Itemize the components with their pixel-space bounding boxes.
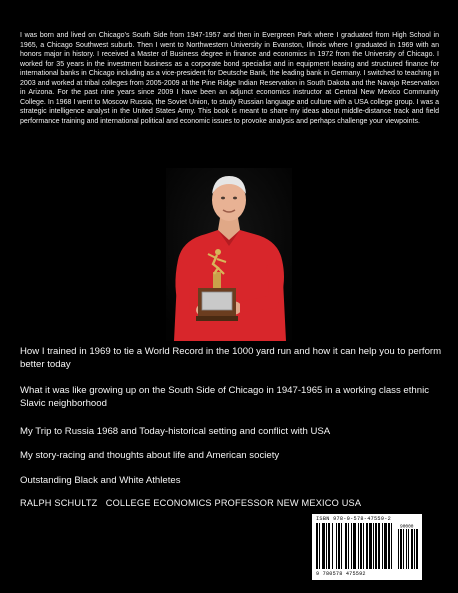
barcode-bar [366, 523, 368, 569]
barcode-bar [351, 523, 352, 569]
barcode-addon-bar [414, 529, 415, 569]
barcode-addon-bar [400, 529, 402, 569]
barcode-addon-bar [406, 529, 407, 569]
topic-3: My Trip to Russia 1968 and Today-historical setting and conflict with USA [20, 426, 331, 437]
barcode-bar [375, 523, 377, 569]
price-code: 90000 [400, 524, 414, 530]
barcode-addon-bar [408, 529, 409, 569]
barcode-bar [384, 523, 387, 569]
barcode-bar [326, 523, 327, 569]
barcode-bar [373, 523, 374, 569]
barcode-addon-bar [416, 529, 418, 569]
barcode-bar [345, 523, 347, 569]
barcode-bar [391, 523, 392, 569]
barcode-bar [341, 523, 342, 569]
author-line: RALPH SCHULTZ COLLEGE ECONOMICS PROFESSOR NEW MEXICO USA [20, 498, 362, 508]
barcode-bar [322, 523, 325, 569]
barcode-addon-bar [403, 529, 404, 569]
barcode-bar [319, 523, 320, 569]
topic-2: What it was like growing up on the South Side of Chicago in 1947-1965 in a working class ethnic Slavic neighborhood [20, 385, 430, 409]
barcode-bar [316, 523, 318, 569]
barcode-bar [338, 523, 340, 569]
author-with-trophy-image [166, 168, 292, 341]
barcode-bar [382, 523, 383, 569]
barcode-icon [316, 523, 418, 570]
isbn-text: ISBN 978-0-578-47559-2 [316, 516, 392, 522]
barcode-bar [360, 523, 362, 569]
barcode-bar [358, 523, 359, 569]
isbn-barcode [312, 514, 422, 580]
author-photo [166, 168, 292, 341]
barcode-bar [388, 523, 390, 569]
barcode-bar [328, 523, 330, 569]
barcode-bar [348, 523, 349, 569]
ean-text: 9 780578 475592 [316, 571, 366, 577]
topic-5: Outstanding Black and White Athletes [20, 475, 181, 486]
author-bio: I was born and lived on Chicago’s South Side from 1947-1957 and then in Evergreen Park where I graduated from High School in 1965, a Chicago Southwest suburb. Then I went to Northwestern University in Evanston, Illinois where I graduated in 1969 with an honors major in history. I received a Master of Business degree in finance and economics in 1972 from the University of Chicago. I worked for 35 years in the investment business as a corporate bond specialist and in equipment leasing and structured finance for international banks in Chicago including as a vice-president for Deutsche Bank, the leading bank in Germany. I switched to teaching in 2003 and worked at tribal colleges from 2005-2009 at the Pine Ridge Indian Reservation in South Dakota and the Navajo Reservation in Arizona. For the past nine years since 2009 I have been an adjunct economics instructor at Central New Mexico Community College. In 1968 I went to Moscow Russia, the Soviet Union, to study Russian language and culture with a USA college group. I was a strategic intelligence analyst in the United States Army. This book is meant to share my ideas about middle-distance track and field performance training and international political and economic issues to provoke analysis and perhaps challenge your viewpoints. [20, 32, 439, 125]
topic-4: My story-racing and thoughts about life and American society [20, 450, 280, 461]
barcode-bar [363, 523, 364, 569]
barcode-bar [336, 523, 337, 569]
barcode-bar [378, 523, 380, 569]
barcode-addon-bar [411, 529, 413, 569]
barcode-addon-bar [398, 529, 399, 569]
barcode-bar [332, 523, 333, 569]
barcode-bar [369, 523, 372, 569]
barcode-bar [353, 523, 356, 569]
topic-1: How I trained in 1969 to tie a World Record in the 1000 yard run and how it can help you to perform better today [20, 346, 442, 370]
